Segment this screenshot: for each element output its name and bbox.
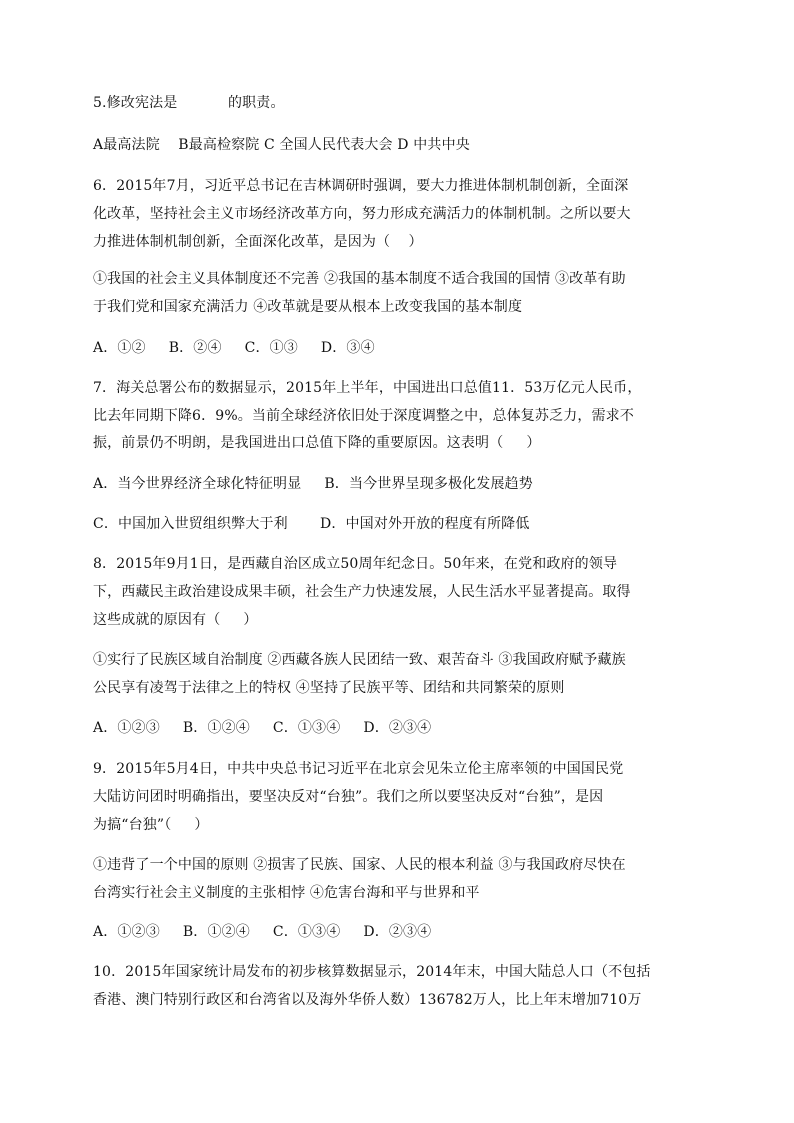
q8-stem-line-3: 这些成就的原因有（ ）	[93, 612, 258, 628]
q9-statements-line-2: 台湾实行社会主义制度的主张相悖 ④危害台海和平与世界和平	[93, 885, 480, 901]
q8-statements-line-2: 公民享有凌驾于法律之上的特权 ④坚持了民族平等、团结和共同繁荣的原则	[93, 680, 565, 696]
q8-stem-line-2: 下，西藏民主政治建设成果丰硕，社会生产力快速发展，人民生活水平显著提高。取得	[93, 584, 631, 600]
q7-options-line-1: A．当今世界经济全球化特征明显 B．当今世界呈现多极化发展趋势	[93, 476, 533, 492]
q9-stem-line-2: 大陆访问团时明确指出，要坚决反对“台独”。我们之所以要坚决反对“台独”，是因	[93, 789, 604, 805]
q9-stem-line-3: 为搞“台独”（ ）	[93, 817, 209, 833]
q6-statements-line-2: 于我们党和国家充满活力 ④改革就是要从根本上改变我国的基本制度	[93, 299, 523, 315]
q6-stem-line-3: 力推进体制机制创新，全面深化改革，是因为（ ）	[93, 234, 423, 250]
q9-options-line: A．①②③ B．①②④ C．①③④ D．②③④	[93, 924, 432, 940]
q9-stem-line-1: 9．2015年5月4日，中共中央总书记习近平在北京会见朱立伦主席率领的中国国民党	[93, 761, 624, 777]
q7-stem-line-3: 振，前景仍不明朗，是我国进出口总值下降的重要原因。这表明（ ）	[93, 435, 541, 451]
q8-stem-line-1: 8．2015年9月1日，是西藏自治区成立50周年纪念日。50年来，在党和政府的领导	[93, 556, 618, 572]
q5-options-line: A最高法院 B最高检察院 C 全国人民代表大会 D 中共中央	[93, 137, 470, 153]
q7-stem-line-1: 7．海关总署公布的数据显示，2015年上半年，中国进出口总值11．53万亿元人民币，	[93, 380, 642, 396]
q10-stem-line-2: 香港、澳门特别行政区和台湾省以及海外华侨人数）136782万人，比上年末增加710万	[93, 992, 642, 1008]
q5-stem-line-1: 5.修改宪法是 的职责。	[93, 95, 285, 111]
q6-statements-line-1: ①我国的社会主义具体制度还不完善 ②我国的基本制度不适合我国的国情 ③改革有助	[93, 271, 626, 287]
q6-stem-line-1: 6．2015年7月，习近平总书记在吉林调研时强调，要大力推进体制机制创新，全面深	[93, 178, 629, 194]
q6-options-line: A．①② B．②④ C．①③ D．③④	[93, 340, 375, 356]
q8-statements-line-1: ①实行了民族区域自治制度 ②西藏各族人民团结一致、艰苦奋斗 ③我国政府赋予藏族	[93, 652, 626, 668]
q10-stem-line-1: 10．2015年国家统计局发布的初步核算数据显示，2014年末，中国大陆总人口（不包括	[93, 964, 651, 980]
q8-options-line: A．①②③ B．①②④ C．①③④ D．②③④	[93, 720, 432, 736]
q7-options-line-2: C．中国加入世贸组织弊大于利 D．中国对外开放的程度有所降低	[93, 516, 530, 532]
q7-stem-line-2: 比去年同期下降6．9%。当前全球经济依旧处于深度调整之中，总体复苏乏力，需求不	[93, 408, 634, 424]
q9-statements-line-1: ①违背了一个中国的原则 ②损害了民族、国家、人民的根本利益 ③与我国政府尽快在	[93, 857, 626, 873]
q6-stem-line-2: 化改革，坚持社会主义市场经济改革方向，努力形成充满活力的体制机制。之所以要大	[93, 206, 631, 222]
